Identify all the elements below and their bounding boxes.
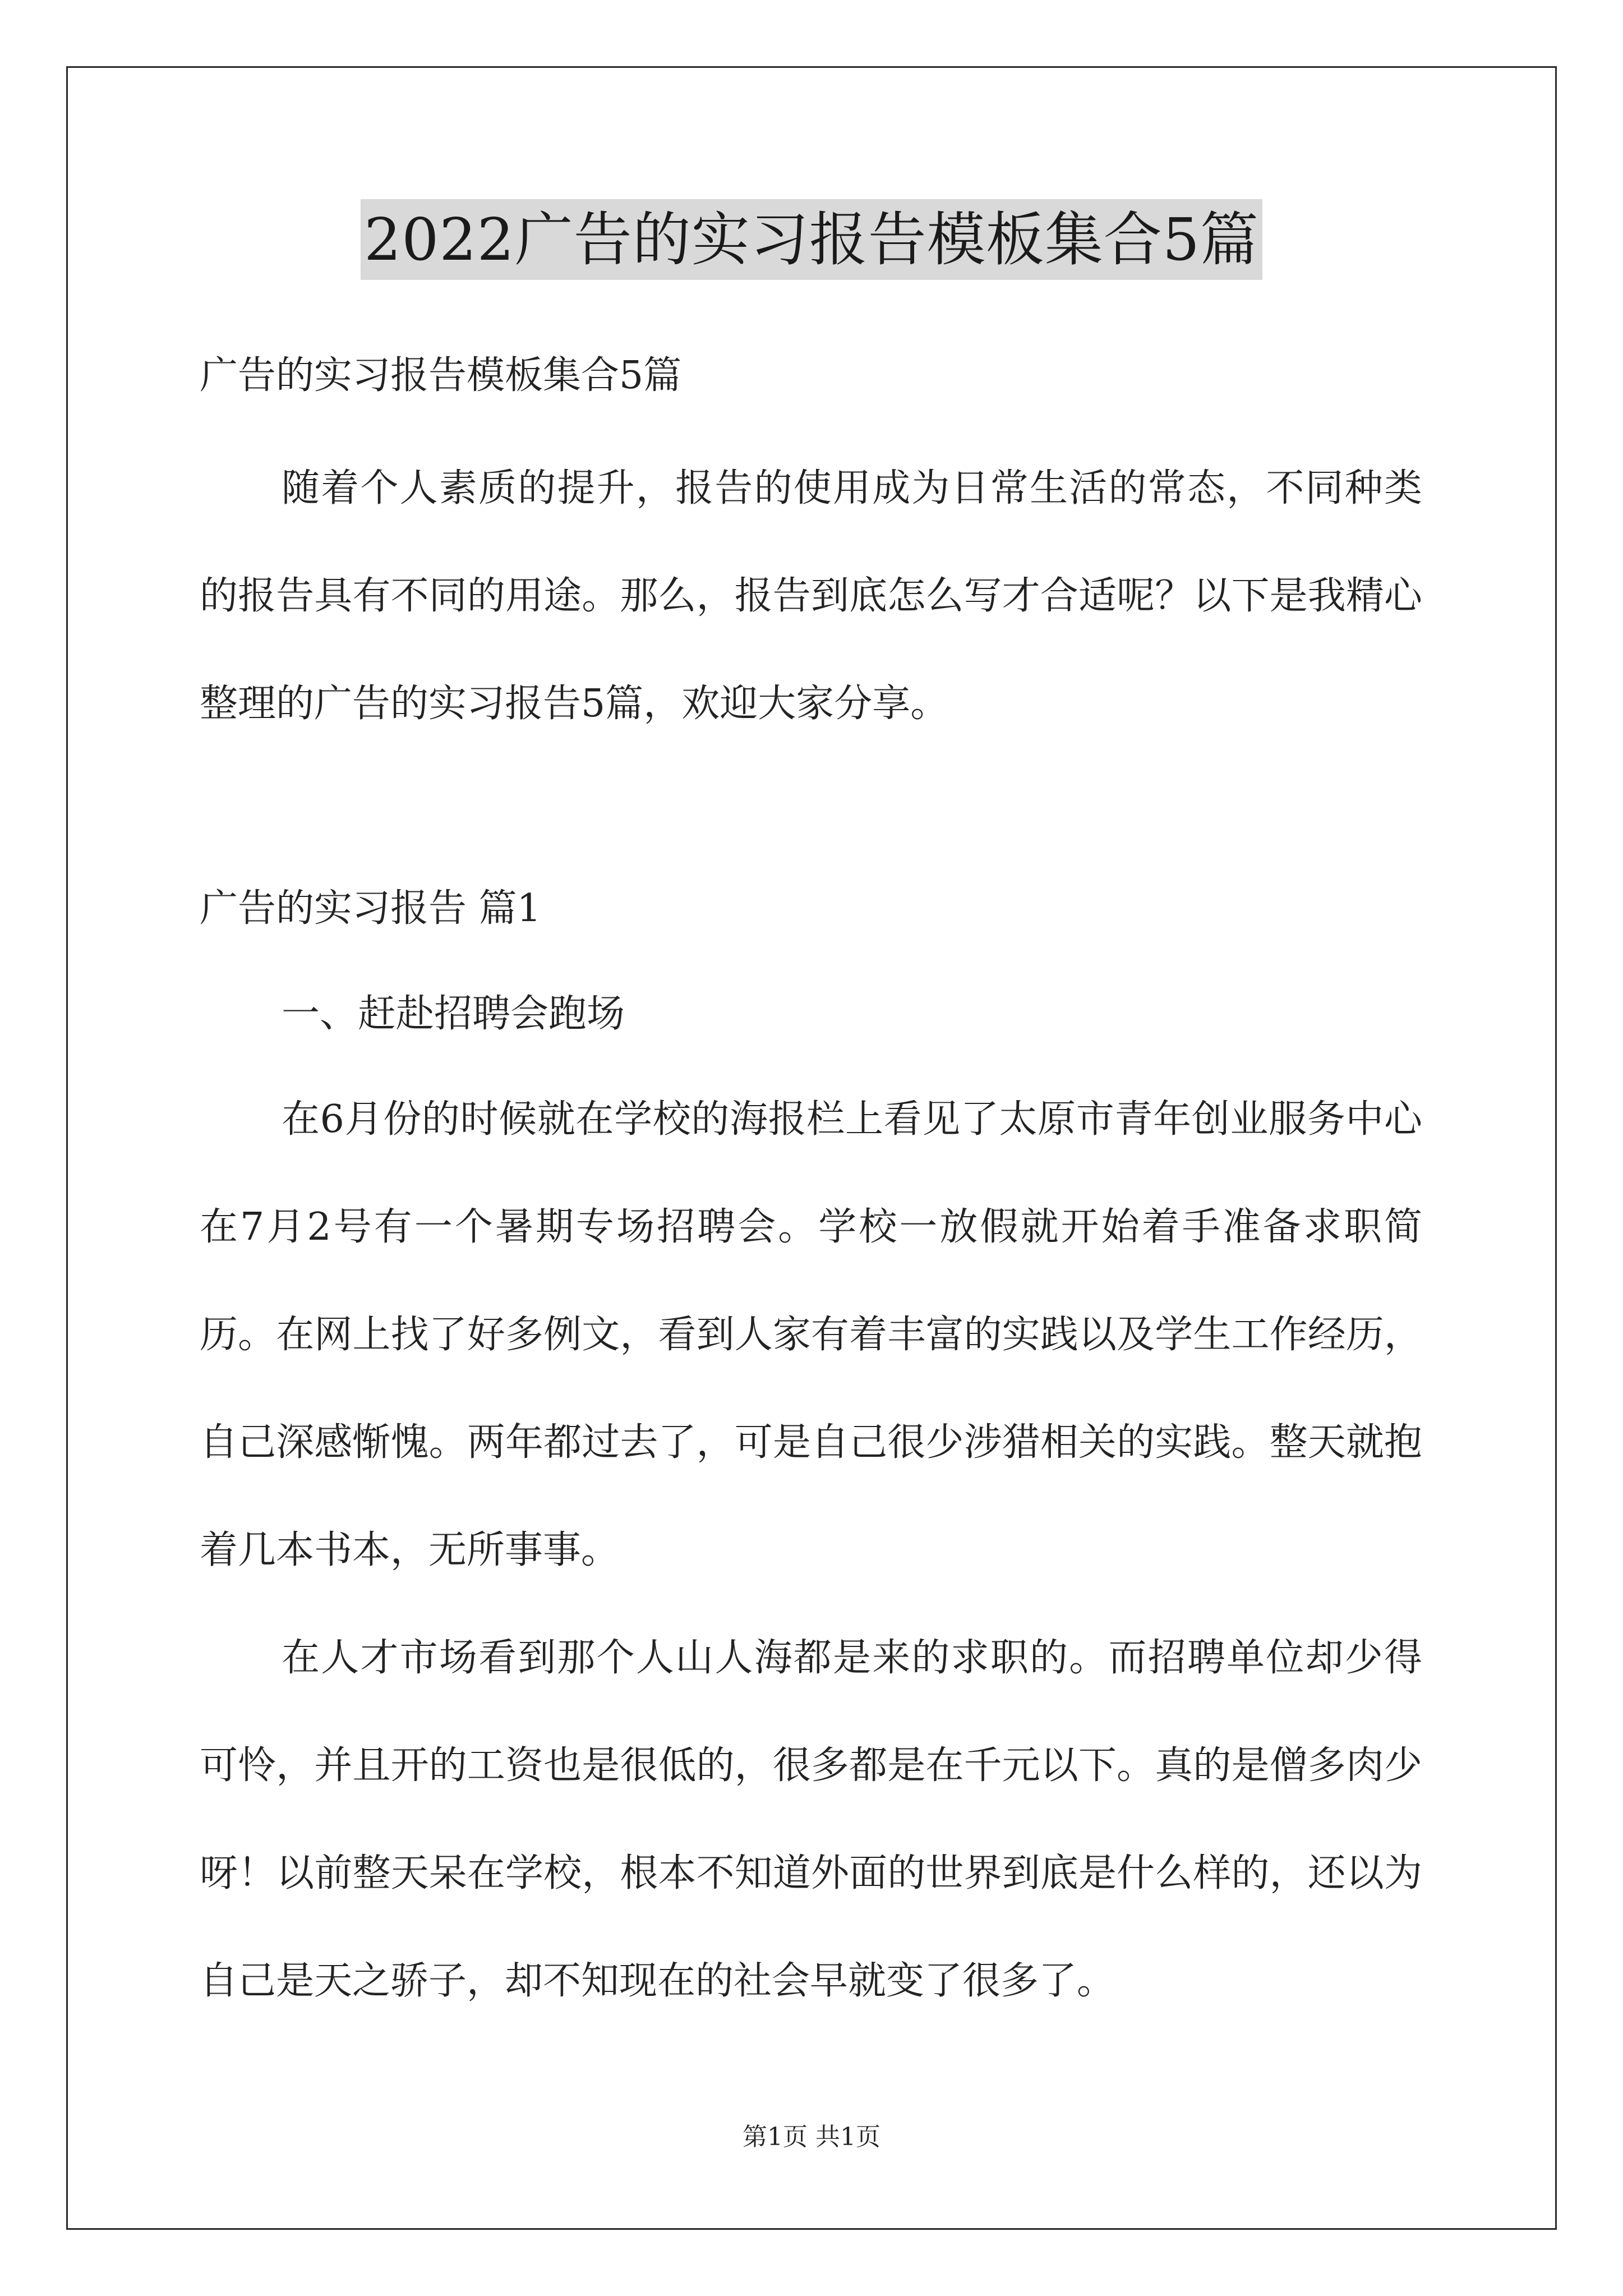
title-container bbox=[0, 199, 1623, 280]
body-paragraph: 在6月份的时候就在学校的海报栏上看见了太原市青年创业服务中心在7月2号有一个暑期专场招聘会。学校一放假就开始着手准备求职简历。在网上找了好多例文，看到人家有着丰富的实践以及学生工作经历，自己深感惭愧。两年都过去了，可是自己很少涉猎相关的实践。整天就抱着几本书本，无所事事。 bbox=[200, 1097, 1422, 1572]
page-footer: 第1页 共1页 bbox=[743, 2123, 880, 2151]
document-title: 2022广告的实习报告模板集合5篇 bbox=[361, 199, 1262, 280]
document-subtitle: 广告的实习报告模板集合5篇 bbox=[200, 353, 682, 398]
body-paragraph: 在人才市场看到那个人山人海都是来的求职的。而招聘单位却少得可怜，并且开的工资也是很低的，很多都是在千元以下。真的是僧多肉少呀！以前整天呆在学校，根本不知道外面的世界到底是什么样的，还以为自己是天之骄子，却不知现在的社会早就变了很多了。 bbox=[200, 1636, 1422, 2003]
intro-paragraph: 随着个人素质的提升，报告的使用成为日常生活的常态，不同种类的报告具有不同的用途。那么，报告到底怎么写才合适呢？以下是我精心整理的广告的实习报告5篇，欢迎大家分享。 bbox=[200, 466, 1422, 726]
section-heading: 广告的实习报告 篇1 bbox=[200, 886, 541, 931]
subheading: 一、赶赴招聘会跑场 bbox=[282, 992, 625, 1036]
